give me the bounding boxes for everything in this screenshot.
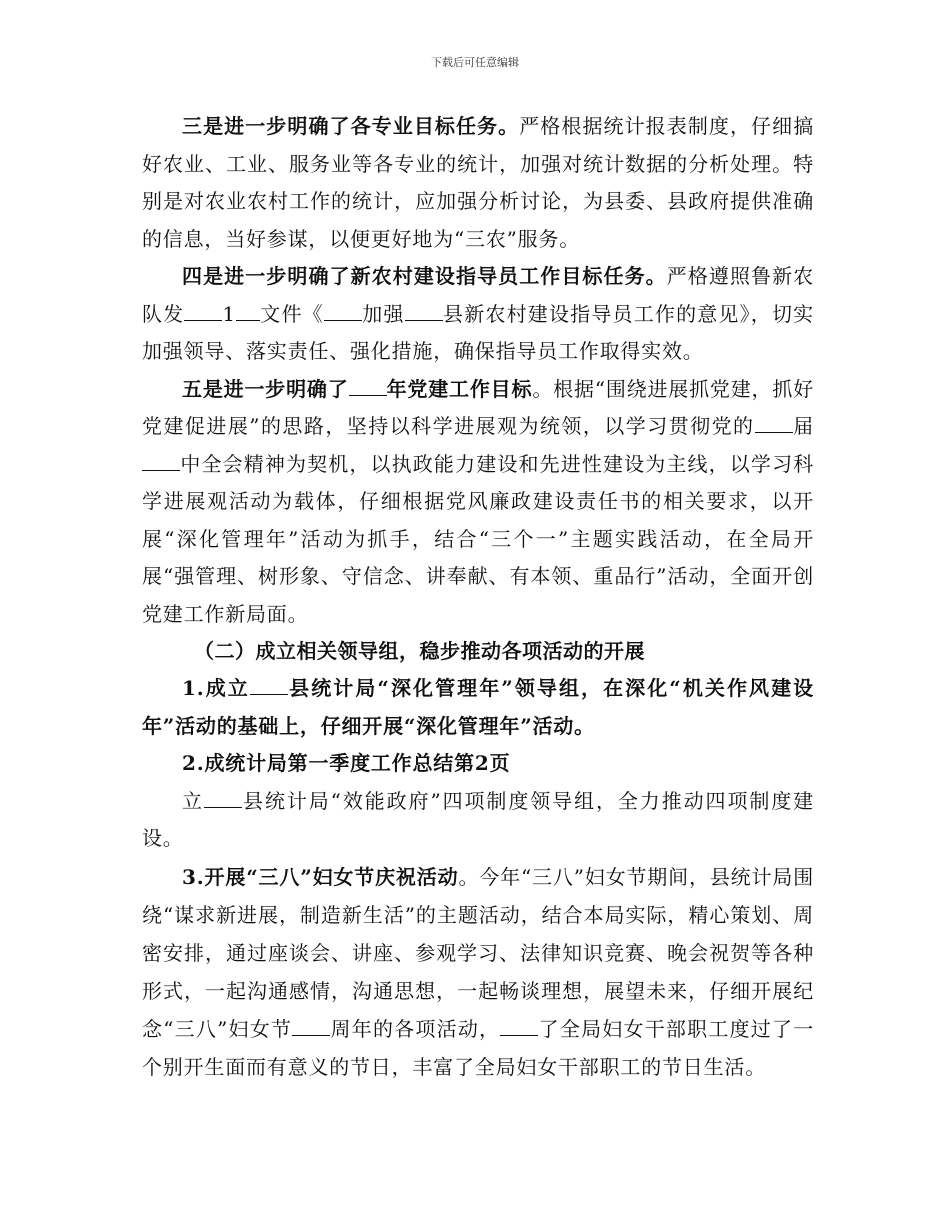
paragraph-text: 文件《	[259, 301, 324, 326]
fill-blank	[500, 1017, 538, 1036]
item-text: 立	[182, 788, 204, 813]
paragraph-text: 加强	[361, 301, 405, 326]
paragraph-party-building-targets	[142, 371, 814, 634]
paragraph-text: 届	[792, 414, 814, 438]
fill-blank	[349, 377, 387, 396]
paragraph-text: 1	[222, 301, 236, 326]
paragraph-professional-targets	[142, 108, 814, 258]
fill-blank	[755, 414, 793, 433]
paragraph-text: 周年的各项活动，	[330, 1016, 501, 1041]
paragraph-text: 严格根据统计报表制度，仔细搞好农业、工业、服务业等各专业的统计，加强对统计数据的分析处理。特别是对农业农村工作的统计，应加强分析讨论，为县委、县政府提供准确的信息，当好参谋，以便更好地为“三农”服务。	[142, 114, 814, 251]
item-text: 1.成立	[182, 676, 250, 700]
item-text: 县统计局“效能政府”四项制度领导组，全力推动四项制度建设。	[142, 788, 814, 850]
paragraph-text: 。今年“三八”妇女节期间，县统计局围绕“谋求新进展，制造新生活”的主题活动，结合本局实际，精心策划、周密安排，通过座谈会、讲座、参观学习、法律知识竞赛、晚会祝贺等各种形式，一起沟通感情，沟通思想，一起畅谈理想，展望未来，仔细开展纪念“三八”妇女节	[142, 864, 814, 1041]
fill-blank	[324, 302, 362, 321]
paragraph-village-guide-targets	[142, 258, 814, 371]
header-note: 下载后可任意编辑	[431, 56, 519, 69]
paragraph-text: 县新农村建设指导员工作的意见》，切实加强领导、落实责任、强化措施，确保指导员工作取得实效。	[142, 301, 814, 363]
document-body	[142, 108, 814, 1086]
paragraph-text: 了全局妇女干部职工度过了一个别开生面而有意义的节日，丰富了全局妇女干部职工的节日生活。	[142, 1016, 814, 1079]
fill-blank	[204, 789, 242, 808]
fill-blank	[184, 302, 222, 321]
list-item-2-body	[142, 783, 814, 858]
paragraph-lead: 3.开展“三八”妇女节庆祝活动	[182, 864, 459, 889]
fill-blank	[142, 452, 180, 471]
paragraph-lead: 年党建工作目标	[386, 376, 533, 401]
paragraph-text: 中全会精神为契机，以执政能力建设和先进性建设为主线，以学习科学进展观活动为载体，仔细根据党风廉政建设责任书的相关要求，以开展“深化管理年”活动为抓手，结合“三个一”主题实践活动，在全局开展“强管理、树形象、守信念、讲奉献、有本领、重品行”活动，全面开创党建工作新局面。	[142, 451, 814, 626]
list-item-1	[142, 670, 814, 745]
fill-blank	[236, 302, 260, 321]
fill-blank	[292, 1017, 330, 1036]
item-text: 县统计局“深化管理年”领导组，在深化“机关作风建设年”活动的基础上，仔细开展“深化管理年”活动。	[142, 676, 814, 738]
list-item-2-title: 2.成统计局第一季度工作总结第2页	[182, 751, 511, 775]
paragraph-lead: 三是进一步明确了各专业目标任务。	[182, 114, 520, 138]
paragraph-lead: 五是进一步明确了	[182, 376, 349, 401]
fill-blank	[250, 676, 288, 695]
section-heading: （二）成立相关领导组，稳步推动各项活动的开展	[194, 639, 645, 663]
paragraph-text: 。根据“围绕进展抓党建，抓好党建促进展”的思路，坚持以科学进展观为统领，以学习贯彻党的	[142, 376, 814, 438]
paragraph-lead: 四是进一步明确了新农村建设指导员工作目标任务。	[182, 264, 667, 288]
fill-blank	[405, 302, 443, 321]
paragraph-text: 严格遵照鲁新农队发	[142, 264, 814, 326]
list-item-3	[142, 858, 814, 1086]
